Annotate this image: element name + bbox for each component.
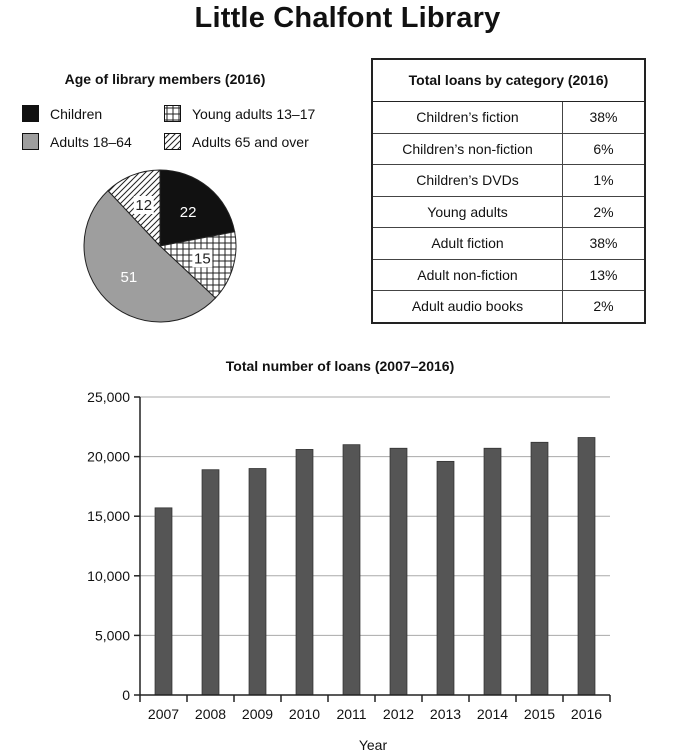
pie-chart-title: Age of library members (2016) (64, 71, 266, 87)
pie-value-adults-65-and-over: 12 (135, 197, 153, 215)
loan-category: Adult audio books (373, 291, 563, 322)
y-tick-label: 10,000 (87, 567, 130, 584)
legend-label-adults: Adults 18–64 (50, 134, 132, 150)
loan-percent: 1% (593, 172, 614, 188)
bar-2013 (437, 461, 454, 695)
loan-percent: 38% (589, 235, 618, 251)
loans-table-title: Total loans by category (2016) (373, 60, 644, 102)
loan-category: Children’s fiction (373, 102, 563, 133)
page-title: Little Chalfont Library (194, 2, 501, 34)
bar-2008 (202, 470, 219, 695)
y-tick-label: 20,000 (87, 448, 130, 465)
bar-chart-title: Total number of loans (2007–2016) (225, 358, 455, 374)
x-tick-label: 2008 (194, 706, 227, 722)
legend-label-adults-65: Adults 65 and over (192, 134, 309, 150)
loan-category: Children’s non-fiction (373, 134, 563, 165)
x-axis-label: Year (358, 737, 388, 753)
y-tick-label: 0 (122, 687, 130, 703)
legend-label-children: Children (50, 106, 103, 122)
pie-value-young-adults-13-17: 15 (193, 250, 211, 268)
bar-2012 (390, 448, 407, 695)
loan-category: Children’s DVDs (373, 165, 563, 196)
bar-2007 (155, 508, 172, 695)
bar-2010 (296, 449, 313, 695)
x-tick-label: 2014 (476, 706, 509, 722)
x-tick-label: 2007 (147, 706, 180, 722)
x-tick-label: 2015 (523, 706, 556, 722)
loan-category: Young adults (373, 197, 563, 228)
loan-percent: 38% (589, 109, 618, 125)
bar-2015 (531, 442, 548, 695)
y-tick-label: 15,000 (87, 508, 130, 525)
x-tick-label: 2009 (241, 706, 274, 722)
x-tick-label: 2016 (570, 706, 603, 722)
x-tick-label: 2011 (336, 706, 367, 722)
pie-value-children: 22 (179, 204, 197, 222)
loan-percent: 2% (593, 298, 614, 314)
x-tick-label: 2013 (429, 706, 462, 722)
loan-category: Adult non-fiction (373, 260, 563, 291)
bar-2016 (578, 438, 595, 695)
loan-percent: 6% (593, 140, 614, 157)
x-tick-label: 2010 (288, 706, 321, 722)
pie-value-adults-18-64: 51 (120, 269, 138, 287)
y-tick-label: 5,000 (94, 627, 130, 644)
bar-2011 (343, 445, 360, 695)
x-tick-label: 2012 (382, 706, 415, 722)
bar-2014 (484, 448, 501, 695)
y-tick-label: 25,000 (87, 389, 130, 405)
loan-percent: 13% (589, 266, 618, 283)
loan-percent: 2% (593, 203, 614, 220)
loan-category: Adult fiction (373, 228, 563, 259)
bar-2009 (249, 469, 266, 695)
legend-label-young-adults: Young adults 13–17 (192, 106, 316, 122)
